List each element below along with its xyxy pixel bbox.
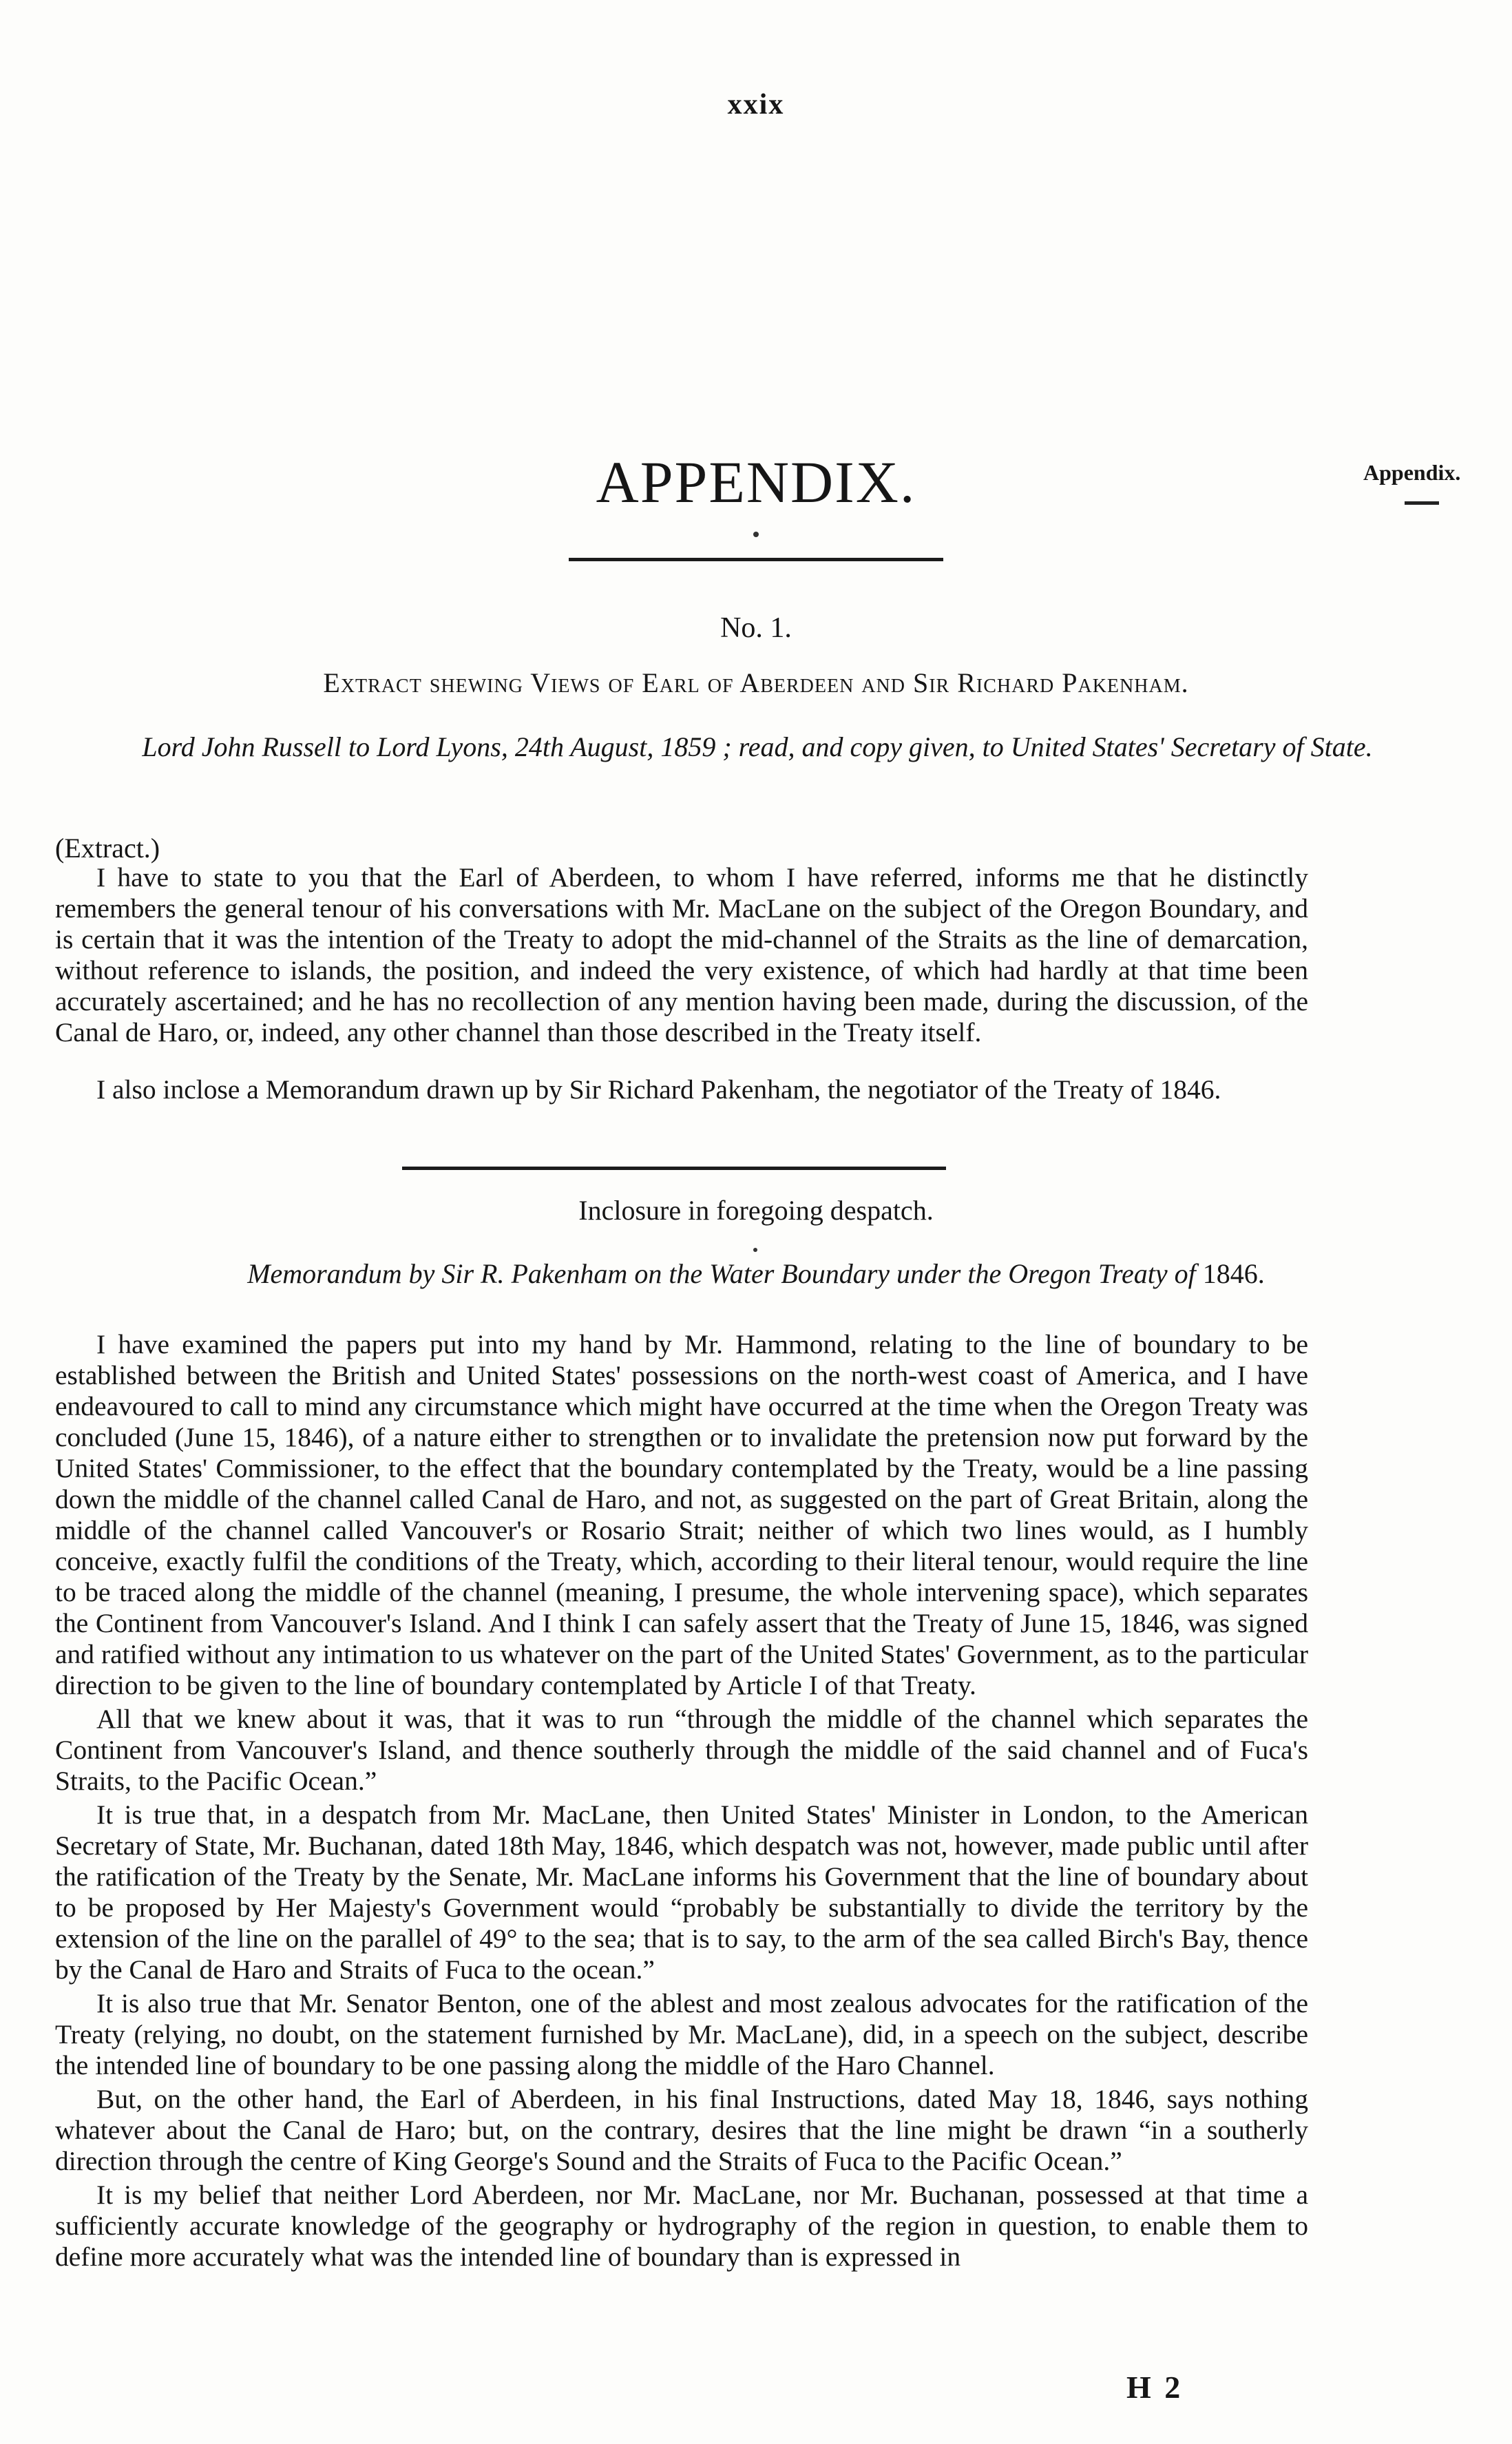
memo-paragraph: But, on the other hand, the Earl of Aberdeen, in his final Instructions, dated May 18, 1846, says nothing whatever about the Canal de Haro; but, on the contrary, desires that the line might be drawn “in a southerly direction through the centre of King George's Sound and the Straits of Fuca to the Pacific Ocean.” [55,2084,1308,2176]
memorandum-body [55,1329,1308,2275]
memo-paragraph: It is true that, in a despatch from Mr. MacLane, then United States' Minister in London, to the American Secretary of State, Mr. Buchanan, dated 18th May, 1846, which despatch was not, however, made public until after the ratification of the Treaty by the Senate, Mr. MacLane informs his Government that the line of boundary about to be proposed by Her Majesty's Government would “probably be substantially to divide the territory by the extension of the line on the parallel of 49° to the sea; that is to say, to the arm of the sea called Birch's Bay, thence by the Canal de Haro and Straits of Fuca to the ocean.” [55,1799,1308,1985]
signature-mark: H 2 [1126,2370,1184,2405]
inclosure-heading: Inclosure in foregoing despatch. [578,1195,934,1226]
memo-paragraph: It is also true that Mr. Senator Benton, one of the ablest and most zealous advocates for the ratification of the Treaty (relying, no doubt, on the statement furnished by Mr. MacLane), did, in a speech on the subject, describe the intended line of boundary to be one passing along the middle of the Haro Channel. [55,1988,1308,2080]
memo-paragraph: It is my belief that neither Lord Aberdeen, nor Mr. MacLane, nor Mr. Buchanan, possessed at that time a sufficiently accurate knowledge of the geography or hydrography of the region in question, to enable them to define more accurately what was the intended line of boundary than is expressed in [55,2180,1308,2272]
memo-heading-text: Memorandum by Sir R. Pakenham on the Water Boundary under the Oregon Treaty of [247,1258,1196,1289]
extract-label: (Extract.) [55,833,160,864]
extract-paragraph: I have to state to you that the Earl of Aberdeen, to whom I have referred, informs me that he distinctly remembers the general tenour of his conversations with Mr. MacLane on the subject of the Oregon Boundary, and is certain that it was the intention of the Treaty to adopt the mid-channel of the Straits as the line of demarcation, without reference to islands, the position, and indeed the very existence, of which had hardly at that time been accurately ascertained; and he has no recollection of any mention having been made, during the discussion, of the Canal de Haro, or, indeed, any other channel than those described in the Treaty itself. [55,862,1308,1047]
title-rule [569,558,943,561]
memo-heading [0,1257,1512,1290]
page-title: APPENDIX. [596,449,916,515]
margin-note-dash [1405,501,1439,505]
memo-heading-year: 1846. [1202,1258,1265,1289]
margin-note: Appendix. [1363,460,1461,485]
page-number: xxix [727,89,785,121]
memo-paragraph: I have examined the papers put into my hand by Mr. Hammond, relating to the line of boundary to be established between the British and United States' possessions on the north-west coast of America, and I have endeavoured to call to mind any circumstance which might have occurred at the time when the Oregon Treaty was concluded (June 15, 1846), of a nature either to strengthen or to invalidate the pretension now put forward by the United States' Commissioner, to the effect that the boundary contemplated by the Treaty, would be a line passing down the middle of the channel called Canal de Haro, and not, as suggested on the part of Great Britain, along the middle of the channel called Vancouver's or Rosario Strait; neither of which two lines would, as I humbly conceive, exactly fulfil the conditions of the Treaty, which, according to their literal tenour, would require the line to be traced along the middle of the channel (meaning, I presume, the whole intervening space), which separates the Continent from Vancouver's Island. And I think I can safely assert that the Treaty of June 15, 1846, was signed and ratified without any intimation to us whatever on the part of the United States' Government, as to the particular direction to be given to the line of boundary contemplated by Article I of that Treaty. [55,1329,1308,1700]
inclosure-dot [753,1248,757,1252]
extract-heading: Extract shewing Views of Earl of Aberdeen and Sir Richard Pakenham. [323,667,1189,698]
title-dot [753,532,759,537]
section-rule [402,1167,946,1170]
extract-paragraph: I also inclose a Memorandum drawn up by Sir Richard Pakenham, the negotiator of the Treaty of 1846. [96,1074,1221,1105]
memo-paragraph: All that we knew about it was, that it was to run “through the middle of the channel which separates the Continent from Vancouver's Island, and thence southerly through the middle of the said channel and of Fuca's Straits, to the Pacific Ocean.” [55,1704,1308,1796]
letter-heading: Lord John Russell to Lord Lyons, 24th August, 1859 ; read, and copy given, to United States' Secretary of State. [142,731,1373,762]
document-number: No. 1. [720,612,792,644]
